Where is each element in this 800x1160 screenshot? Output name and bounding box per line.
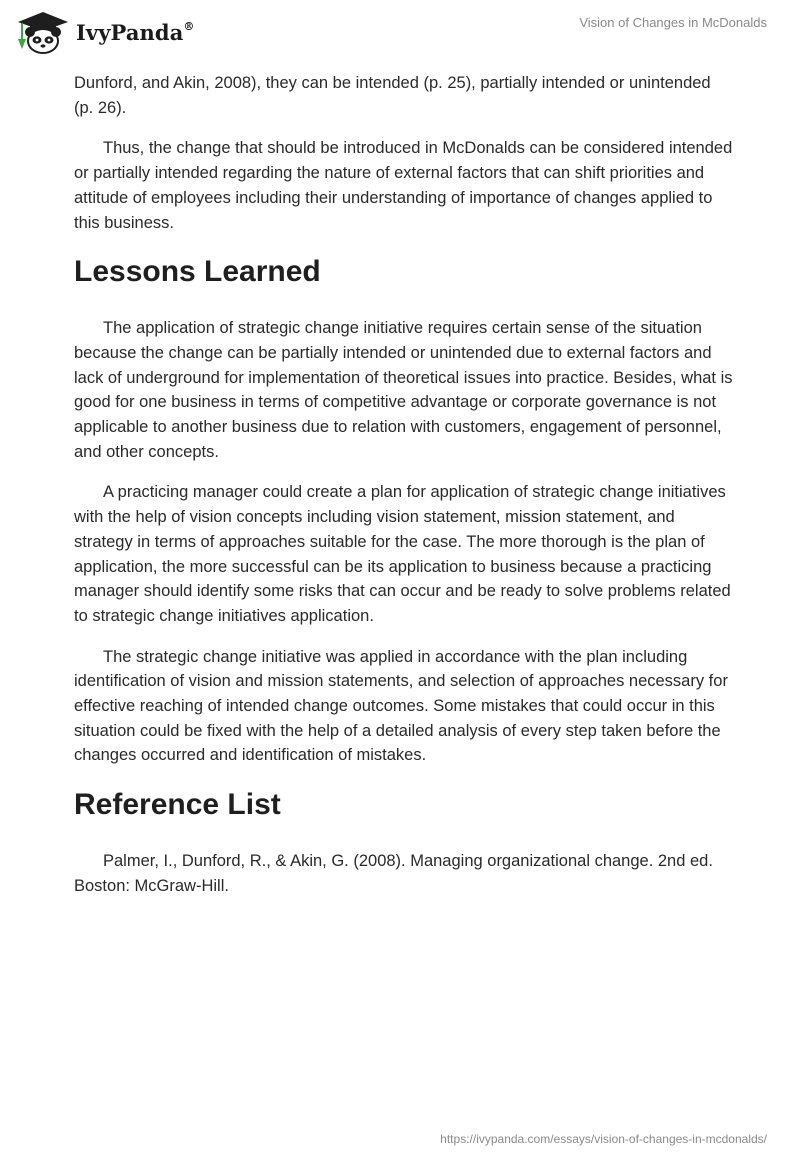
brand-name: IvyPanda® [76,19,195,45]
paragraph: A practicing manager could create a plan for application of strategic change initiatives with the help of vision concepts including vision statement, mission statement, and strategy in terms of approaches suitable for the case. The more thorough is the plan of application, the more successful can be its application to business because a practicing manager should identify some risks that can occur and be ready to solve problems related to strategic change initiatives application. [74,483,731,625]
panda-graduate-icon [14,9,72,55]
page-header [0,0,800,62]
paragraph: The strategic change initiative was applied in accordance with the plan including identification of vision and mission statements, and selection of approaches necessary for effective reaching of intended change outcomes. Some mistakes that could occur in this situation could be fixed with the help of a detailed analysis of every step taken before the changes occurred and identification of mistakes. [74,647,728,765]
reference-entry: Palmer, I., Dunford, R., & Akin, G. (2008). Managing organizational change. 2nd ed. Boston: McGraw-Hill. [74,852,713,895]
document-title: Vision of Changes in McDonalds [579,15,767,30]
section-heading-reference-list: Reference List [74,788,281,822]
paragraph-continued: Dunford, and Akin, 2008), they can be intended (p. 25), partially intended or unintended (p. 26). [74,74,711,117]
document-body [74,71,734,915]
paragraph: Thus, the change that should be introduced in McDonalds can be considered intended or partially intended regarding the nature of external factors that can shift priorities and attitude of employees including their understanding of importance of changes applied to this business. [74,139,733,232]
paragraph: The application of strategic change initiative requires certain sense of the situation because the change can be partially intended or unintended due to external factors and lack of underground for implementation of theoretical issues into practice. Besides, what is good for one business in terms of competitive advantage or corporate governance is not applicable to another business due to relation with customers, engagement of personnel, and other concepts. [74,319,733,461]
brand-logo[interactable] [14,9,195,55]
footer-url[interactable]: https://ivypanda.com/essays/vision-of-changes-in-mcdonalds/ [440,1132,767,1146]
section-heading-lessons-learned: Lessons Learned [74,255,321,289]
